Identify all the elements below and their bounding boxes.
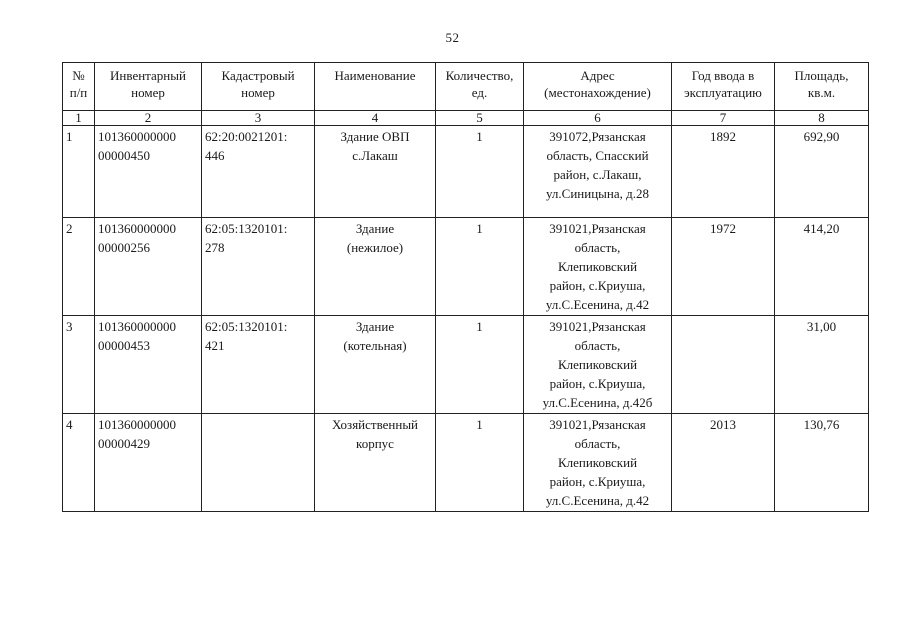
quantity: 1 <box>436 218 524 316</box>
quantity: 1 <box>436 316 524 414</box>
column-index: 4 <box>315 111 436 126</box>
column-index: 8 <box>775 111 869 126</box>
commission-year: 1892 <box>672 126 775 218</box>
inventory-number: 101360000000 00000429 <box>95 414 202 512</box>
row-number: 2 <box>63 218 95 316</box>
column-header-address: Адрес (местонахождение) <box>524 63 672 111</box>
row-number: 4 <box>63 414 95 512</box>
object-name: Хозяйственный корпус <box>315 414 436 512</box>
column-header-inventory: Инвентарный номер <box>95 63 202 111</box>
address: 391021,Рязанская область, Клепиковский район, с.Криуша, ул.С.Есенина, д.42б <box>524 316 672 414</box>
inventory-number: 101360000000 00000453 <box>95 316 202 414</box>
area: 130,76 <box>775 414 869 512</box>
commission-year <box>672 316 775 414</box>
column-index: 5 <box>436 111 524 126</box>
column-index: 7 <box>672 111 775 126</box>
area: 692,90 <box>775 126 869 218</box>
cadastral-number: 62:20:0021201: 446 <box>202 126 315 218</box>
address: 391021,Рязанская область, Клепиковский район, с.Криуша, ул.С.Есенина, д.42 <box>524 218 672 316</box>
column-index: 6 <box>524 111 672 126</box>
column-header-area: Площадь, кв.м. <box>775 63 869 111</box>
commission-year: 1972 <box>672 218 775 316</box>
commission-year: 2013 <box>672 414 775 512</box>
address: 391072,Рязанская область, Спасский район, с.Лакаш, ул.Синицына, д.28 <box>524 126 672 218</box>
cadastral-number <box>202 414 315 512</box>
column-header-number: № п/п <box>63 63 95 111</box>
inventory-number: 101360000000 00000256 <box>95 218 202 316</box>
column-index-row <box>63 111 869 126</box>
column-header-year: Год ввода в эксплуатацию <box>672 63 775 111</box>
table-row <box>63 126 869 218</box>
object-name: Здание (нежилое) <box>315 218 436 316</box>
address: 391021,Рязанская область, Клепиковский район, с.Криуша, ул.С.Есенина, д.42 <box>524 414 672 512</box>
column-header-cadastral: Кадастровый номер <box>202 63 315 111</box>
column-index: 2 <box>95 111 202 126</box>
table-header-row <box>63 63 869 111</box>
area: 414,20 <box>775 218 869 316</box>
cadastral-number: 62:05:1320101: 421 <box>202 316 315 414</box>
page-number: 52 <box>445 30 460 45</box>
table-row <box>63 316 869 414</box>
table-row <box>63 414 869 512</box>
table-row <box>63 218 869 316</box>
area: 31,00 <box>775 316 869 414</box>
inventory-number: 101360000000 00000450 <box>95 126 202 218</box>
column-header-name: Наименование <box>315 63 436 111</box>
cadastral-number: 62:05:1320101: 278 <box>202 218 315 316</box>
row-number: 1 <box>63 126 95 218</box>
row-number: 3 <box>63 316 95 414</box>
object-name: Здание ОВП с.Лакаш <box>315 126 436 218</box>
property-registry-table <box>62 62 869 512</box>
column-header-quantity: Количество, ед. <box>436 63 524 111</box>
column-index: 1 <box>63 111 95 126</box>
quantity: 1 <box>436 126 524 218</box>
quantity: 1 <box>436 414 524 512</box>
column-index: 3 <box>202 111 315 126</box>
object-name: Здание (котельная) <box>315 316 436 414</box>
